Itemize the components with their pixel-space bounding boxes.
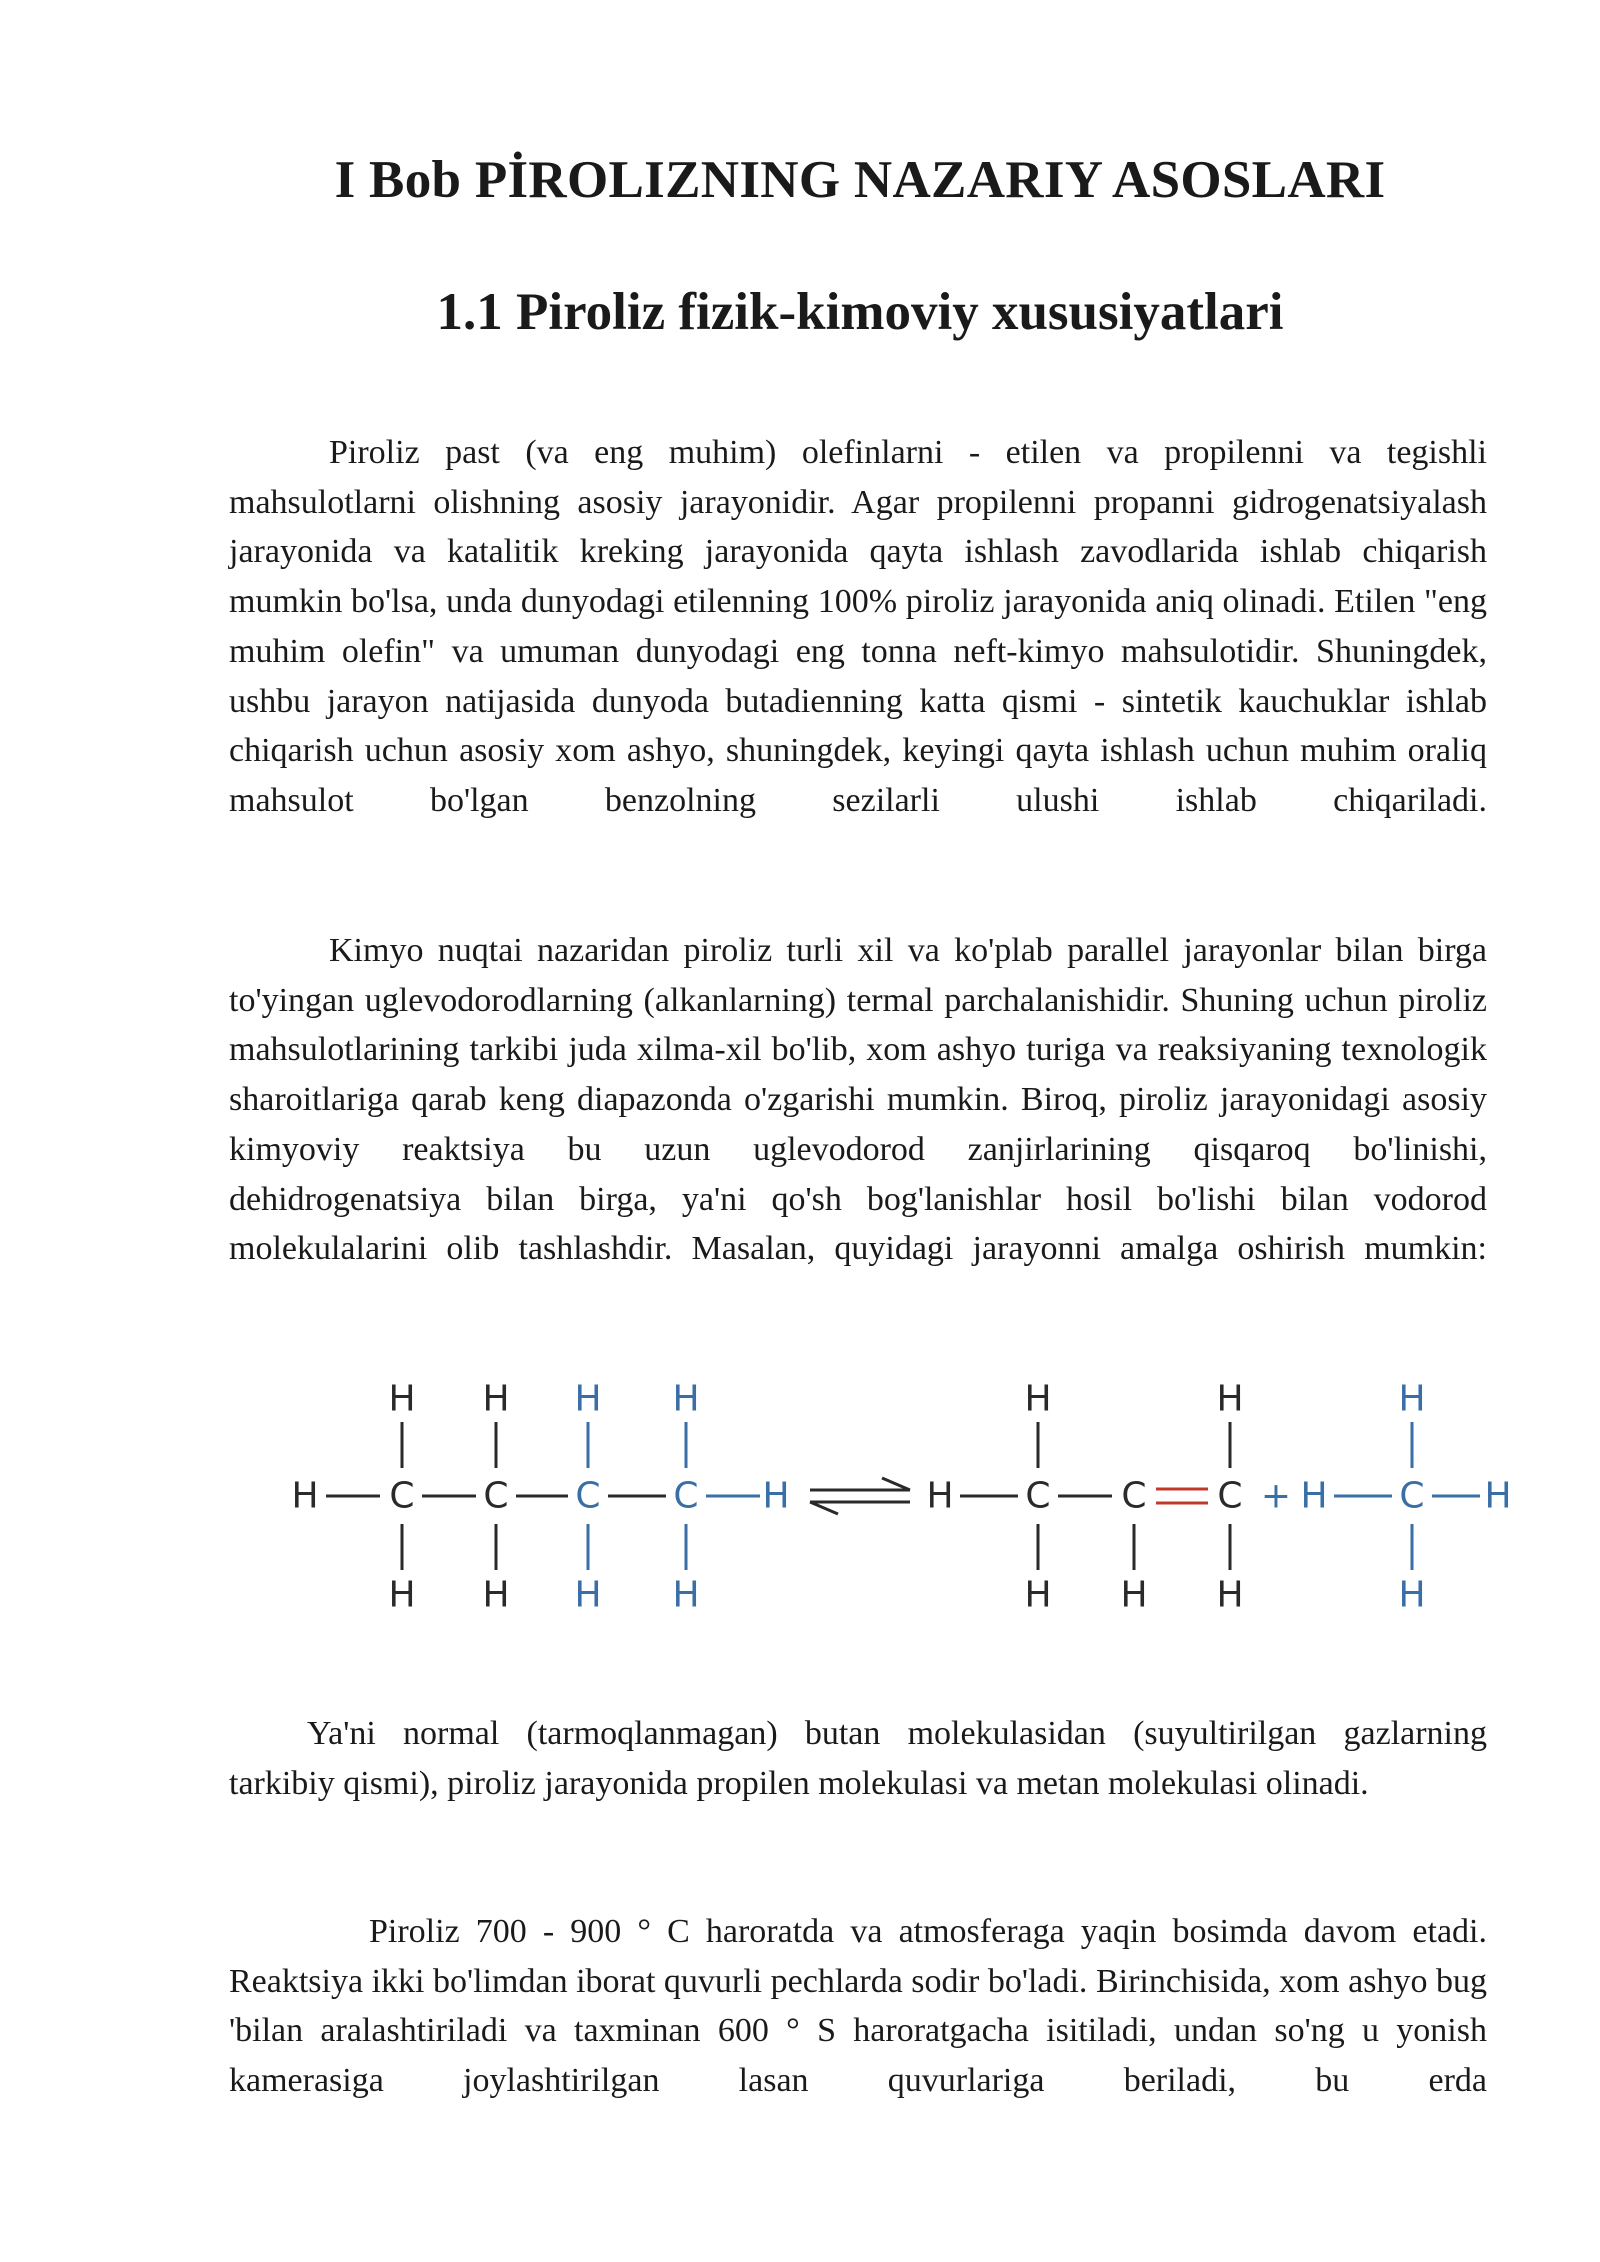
paragraph-1: Piroliz past (va eng muhim) olefinlarni - etilen va propilenni va tegishli mahsulotlarni olishning asosiy jarayonidir. Agar propilenni propanni gidrogenatsiyalash jarayonida va katalitik kreking jarayonida qayta ishlash zavodlarida ishlab chiqarish mumkin bo'lsa, unda dunyodagi etilenning 100% piroliz jarayonida aniq olinadi. Etilen "eng muhim olefin" va umuman dunyodagi eng tonna neft-kimyo mahsulotidir. Shuningdek, ushbu jarayon natijasida dunyoda butadienning katta qismi - sintetik kauchuklar ishlab chiqarish uchun asosiy xom ashyo, shuningdek, keyingi qayta ishlash uchun muhim oraliq mahsulot bo'lgan benzolning sezilarli ulushi ishlab chiqariladi. [229, 434, 1487, 819]
hydrogen-atom: H [1216, 1574, 1244, 1616]
hydrogen-atom: H [291, 1475, 319, 1517]
section-title: 1.1 Piroliz fizik-kimoviy xususiyatlari [436, 283, 1284, 341]
hydrogen-atom: H [672, 1574, 700, 1616]
hydrogen-atom: H [574, 1574, 602, 1616]
hydrogen-atom: H [1300, 1475, 1328, 1517]
carbon-atom: C [483, 1475, 509, 1517]
hydrogen-atom: H [1398, 1378, 1426, 1420]
paragraph-4: Piroliz 700 - 900 ° C haroratda va atmosferaga yaqin bosimda davom etadi. Reaktsiya ikki bo'limdan iborat quvurli pechlarda sodir bo'ladi. Birinchisida, xom ashyo bug 'bilan aralashtiriladi va taxminan 600 ° S haroratgacha isitiladi, undan so'ng u yonish kamerasiga joylashtirilgan lasan quvurlariga beriladi, bu erda [229, 1913, 1487, 2100]
carbon-atom: C [1399, 1475, 1425, 1517]
hydrogen-atom: H [672, 1378, 700, 1420]
carbon-atom: C [1217, 1475, 1243, 1517]
hydrogen-atom: H [1398, 1574, 1426, 1616]
carbon-atom: C [673, 1475, 699, 1517]
paragraph-3: Ya'ni normal (tarmoqlanmagan) butan molekulasidan (suyultirilgan gazlarning tarkibiy qismi), piroliz jarayonida propilen molekulasi va metan molekulasi olinadi. [229, 1715, 1487, 1802]
carbon-atom: C [1121, 1475, 1147, 1517]
hydrogen-atom: H [926, 1475, 954, 1517]
carbon-atom: C [389, 1475, 415, 1517]
hydrogen-atom: H [482, 1378, 510, 1420]
hydrogen-atom: H [762, 1475, 790, 1517]
reaction-equation [0, 1370, 1600, 1650]
hydrogen-atom: H [574, 1378, 602, 1420]
plus-sign: + [1260, 1475, 1292, 1517]
carbon-atom: C [575, 1475, 601, 1517]
hydrogen-atom: H [1024, 1574, 1052, 1616]
equilibrium-arrow [882, 1478, 910, 1490]
hydrogen-atom: H [388, 1574, 416, 1616]
hydrogen-atom: H [388, 1378, 416, 1420]
hydrogen-atom: H [1120, 1574, 1148, 1616]
hydrogen-atom: H [1024, 1378, 1052, 1420]
equilibrium-arrow [810, 1502, 838, 1514]
carbon-atom: C [1025, 1475, 1051, 1517]
hydrogen-atom: H [482, 1574, 510, 1616]
hydrogen-atom: H [1484, 1475, 1512, 1517]
paragraph-2: Kimyo nuqtai nazaridan piroliz turli xil va ko'plab parallel jarayonlar bilan birga to'yingan uglevodorodlarning (alkanlarning) termal parchalanishidir. Shuning uchun piroliz mahsulotlarining tarkibi juda xilma-xil bo'lib, xom ashyo turiga va reaksiyaning texnologik sharoitlariga qarab keng diapazonda o'zgarishi mumkin. Biroq, piroliz jarayonidagi asosiy kimyoviy reaktsiya bu uzun uglevodorod zanjirlarining qisqaroq bo'linishi, dehidrogenatsiya bilan birga, ya'ni qo'sh bog'lanishlar hosil bo'lishi bilan vodorod molekulalarini olib tashlashdir. Masalan, quyidagi jarayonni amalga oshirish mumkin: [229, 932, 1487, 1268]
hydrogen-atom: H [1216, 1378, 1244, 1420]
chapter-title: I Bob PİROLIZNING NAZARIY ASOSLARI [334, 151, 1386, 209]
